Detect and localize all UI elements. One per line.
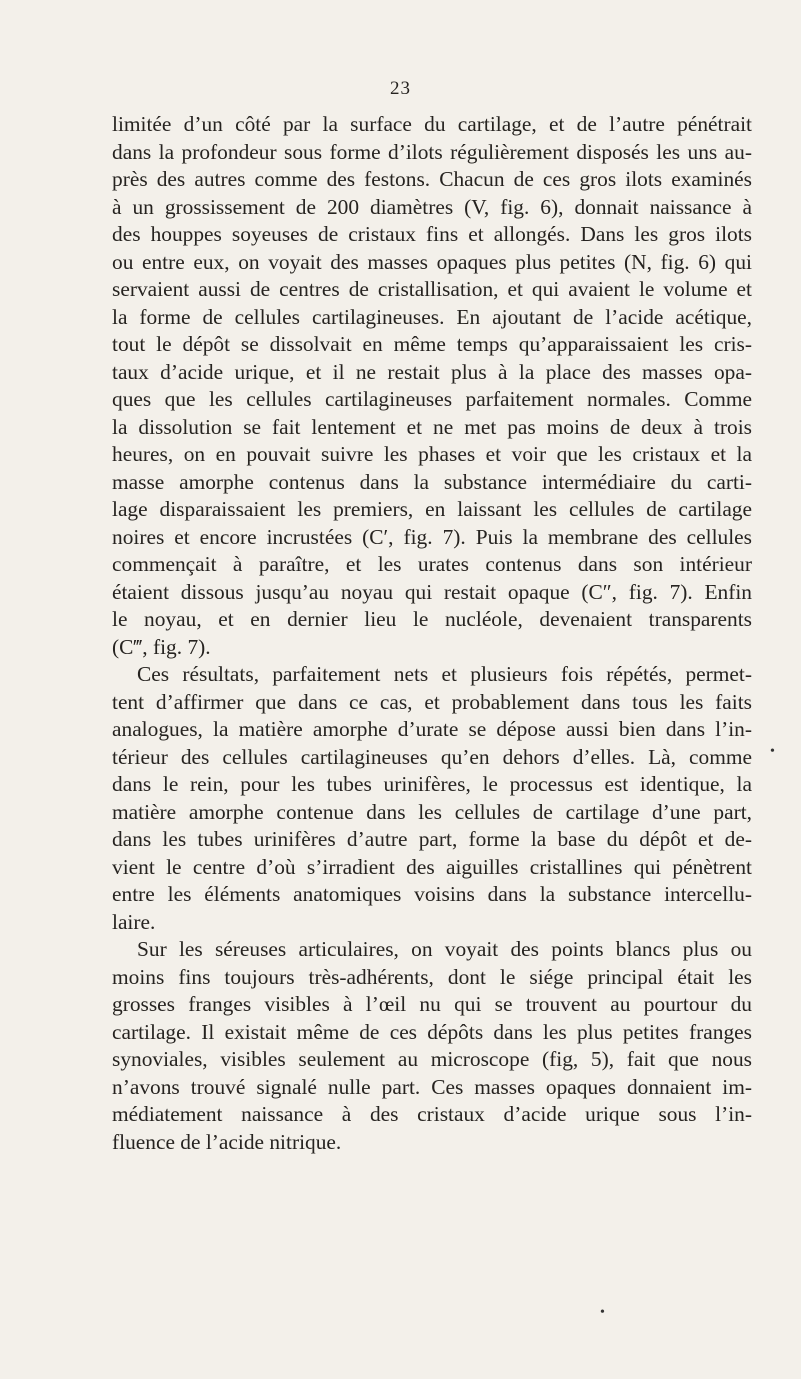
text-line: dans le rein, pour les tubes urinifères, le processus est identique, la (112, 772, 752, 796)
text-line: entre les éléments anatomiques voisins dans la substance intercellu- (112, 882, 752, 906)
text-line: taux d’acide urique, et il ne restait plus à la place des masses opa- (112, 359, 752, 384)
text-line: commençait à paraître, et les urates contenus dans son intérieur (112, 552, 752, 576)
text-line: dans les tubes urinifères d’autre part, forme la base du dépôt et de- (112, 827, 752, 851)
text-line: cartilage. Il existait même de ces dépôts dans les plus petites franges (112, 1019, 752, 1044)
text-line: (C‴, fig. 7). (112, 634, 211, 659)
text-line: près des autres comme des festons. Chacun de ces gros ilots examinés (112, 167, 752, 191)
text-line: masse amorphe contenus dans la substance intermédiaire du carti- (112, 469, 752, 494)
text-line: ques que les cellules cartilagineuses parfaitement normales. Comme (112, 387, 752, 411)
text-line: moins fins toujours très-adhérents, dont le siége principal était les (112, 964, 752, 989)
text-line: le noyau, et en dernier lieu le nucléole, devenaient transparents (112, 607, 752, 631)
text-line: vient le centre d’où s’irradient des aiguilles cristallines qui pénètrent (112, 854, 752, 879)
bottom-mark: • (600, 1305, 605, 1320)
margin-mark: • (770, 744, 775, 759)
text-line: térieur des cellules cartilagineuses qu’en dehors d’elles. Là, comme (112, 744, 752, 769)
text-line: étaient dissous jusqu’au noyau qui restait opaque (C″, fig. 7). Enfin (112, 579, 752, 604)
text-line: analogues, la matière amorphe d’urate se dépose aussi bien dans l’in- (112, 717, 752, 741)
text-line: Ces résultats, parfaitement nets et plusieurs fois répétés, permet- (137, 662, 752, 686)
text-line: tout le dépôt se dissolvait en même temps qu’apparaissaient les cris- (112, 332, 752, 356)
text-line: n’avons trouvé signalé nulle part. Ces masses opaques donnaient im- (112, 1074, 752, 1099)
text-line: matière amorphe contenue dans les cellules de cartilage d’une part, (112, 799, 752, 824)
text-line: lage disparaissaient les premiers, en laissant les cellules de cartilage (112, 497, 752, 521)
text-line: la dissolution se fait lentement et ne met pas moins de deux à trois (112, 414, 752, 439)
text-line: tent d’affirmer que dans ce cas, et probablement dans tous les faits (112, 689, 752, 714)
text-line: synoviales, visibles seulement au microscope (fig, 5), fait que nous (112, 1047, 752, 1071)
text-line: noires et encore incrustées (C′, fig. 7). Puis la membrane des cellules (112, 524, 752, 549)
text-line: grosses franges visibles à l’œil nu qui se trouvent au pourtour du (112, 992, 752, 1016)
text-line: fluence de l’acide nitrique. (112, 1129, 342, 1154)
page-number: 23 (390, 78, 411, 99)
text-line: la forme de cellules cartilagineuses. En ajoutant de l’acide acétique, (112, 304, 752, 329)
body-text (112, 111, 752, 1156)
text-line: dans la profondeur sous forme d’ilots régulièrement disposés les uns au- (112, 139, 752, 164)
text-line: des houppes soyeuses de cristaux fins et allongés. Dans les gros ilots (112, 222, 752, 246)
text-line: servaient aussi de centres de cristallisation, et qui avaient le volume et (112, 277, 752, 301)
text-line: heures, on en pouvait suivre les phases et voir que les cristaux et la (112, 442, 752, 466)
text-line: Sur les séreuses articulaires, on voyait des points blancs plus ou (137, 937, 752, 961)
text-line: médiatement naissance à des cristaux d’acide urique sous l’in- (112, 1102, 752, 1126)
text-line: à un grossissement de 200 diamètres (V, fig. 6), donnait naissance à (112, 194, 752, 219)
text-line: limitée d’un côté par la surface du cartilage, et de l’autre pénétrait (112, 112, 752, 136)
text-line: ou entre eux, on voyait des masses opaques plus petites (N, fig. 6) qui (112, 249, 752, 274)
text-line: laire. (112, 909, 156, 934)
